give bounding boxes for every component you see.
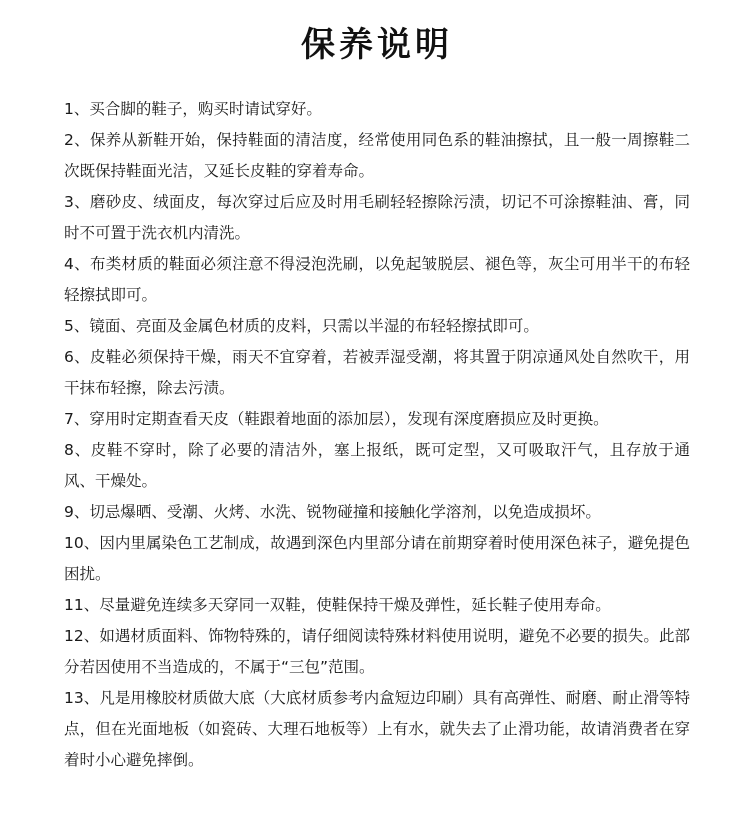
instruction-item-1: 1、买合脚的鞋子，购买时请试穿好。 (64, 100, 322, 118)
instruction-item-9: 9、切忌爆晒、受潮、火烤、水洗、锐物碰撞和接触化学溶剂，以免造成损坏。 (64, 503, 601, 521)
instruction-item-8: 8、皮鞋不穿时，除了必要的清洁外，塞上报纸，既可定型，又可吸取汗气，且存放于通风、干燥处。 (64, 441, 690, 490)
page-title: 保养说明 (301, 25, 453, 65)
instruction-item-12: 12、如遇材质面料、饰物特殊的，请仔细阅读特殊材料使用说明，避免不必要的损失。此部分若因使用不当造成的，不属于“三包”范围。 (64, 627, 690, 676)
instruction-item-13: 13、凡是用橡胶材质做大底（大底材质参考内盒短边印刷）具有高弹性、耐磨、耐止滑等特点，但在光面地板（如瓷砖、大理石地板等）上有水，就失去了止滑功能，故请消费者在穿着时小心避免摔倒。 (64, 689, 690, 769)
instruction-item-7: 7、穿用时定期查看天皮（鞋跟着地面的添加层），发现有深度磨损应及时更换。 (64, 410, 609, 428)
instruction-item-2: 2、保养从新鞋开始，保持鞋面的清洁度，经常使用同色系的鞋油擦拭，且一般一周擦鞋二次既保持鞋面光洁，又延长皮鞋的穿着寿命。 (64, 131, 690, 180)
instruction-item-6: 6、皮鞋必须保持干燥，雨天不宜穿着，若被弄湿受潮，将其置于阴凉通风处自然吹干，用干抹布轻擦，除去污渍。 (64, 348, 690, 397)
instruction-item-4: 4、布类材质的鞋面必须注意不得浸泡洗刷，以免起皱脱层、褪色等，灰尘可用半干的布轻轻擦拭即可。 (64, 255, 690, 304)
instruction-item-3: 3、磨砂皮、绒面皮，每次穿过后应及时用毛刷轻轻擦除污渍，切记不可涂擦鞋油、膏，同时不可置于洗衣机内清洗。 (64, 193, 690, 242)
instruction-list (64, 94, 690, 776)
instruction-item-10: 10、因内里属染色工艺制成，故遇到深色内里部分请在前期穿着时使用深色袜子，避免提色困扰。 (64, 534, 690, 583)
instruction-item-11: 11、尽量避免连续多天穿同一双鞋，使鞋保持干燥及弹性，延长鞋子使用寿命。 (64, 596, 611, 614)
instruction-item-5: 5、镜面、亮面及金属色材质的皮料，只需以半湿的布轻轻擦拭即可。 (64, 317, 539, 335)
